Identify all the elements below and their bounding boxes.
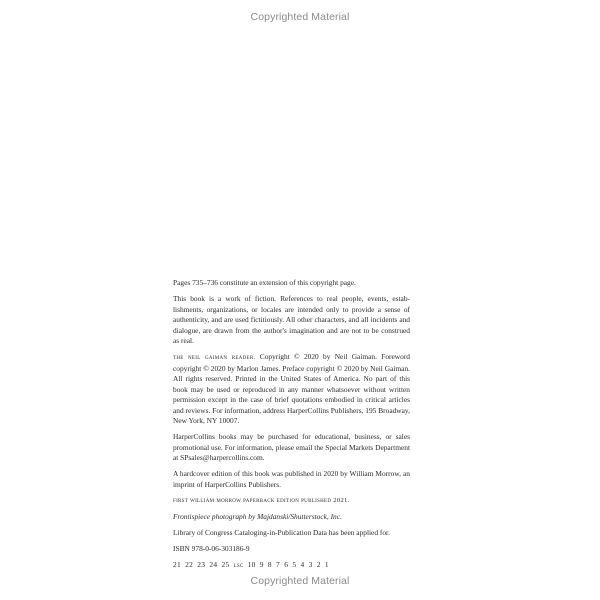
print-code: lsc <box>233 562 244 570</box>
copyright-page-block <box>173 278 410 577</box>
copyrighted-material-watermark-top: Copyrighted Material <box>250 11 350 23</box>
isbn: ISBN 978-0-06-303186-9 <box>173 544 250 554</box>
frontispiece-credit: Frontispiece photograph by Majdanski/Shutterstock, Inc. <box>173 512 342 522</box>
print-years: 21 22 23 24 25 <box>173 560 230 570</box>
loc-data-notice: Library of Congress Cataloging-in-Publication Data has been applied for. <box>173 528 390 538</box>
copyrighted-material-watermark-bottom: Copyrighted Material <box>250 575 350 587</box>
print-numbers: 10 9 8 7 6 5 4 3 2 1 <box>247 560 329 570</box>
printing-line <box>173 560 410 572</box>
extension-notice: Pages 735–736 constitute an extension of this copyright page. <box>173 278 356 287</box>
sales-notice: HarperCollins books may be purchased for educational, business, or sales promotional use. For information, please email the Special Markets Department at SPsales@harpercollins.com. <box>173 432 410 463</box>
book-title: the neil gaiman reader. <box>173 354 256 362</box>
first-edition-line: first william morrow paperback edition published 2021. <box>173 496 350 504</box>
copyright-rights-notice <box>173 352 410 427</box>
fiction-notice: This book is a work of fiction. References to real people, events, establishments, organizations, or locales are intended only to provide a sense of authenticity, and are used fictitiously. All other characters, and all incidents and dialogue, are drawn from the author's imagination and are not to be construed as real. <box>173 294 410 346</box>
hardcover-notice: A hardcover edition of this book was published in 2020 by William Morrow, an imprint of HarperCollins Publishers. <box>173 469 410 489</box>
rights-text: Copyright © 2020 by Neil Gaiman. Foreword copyright © 2020 by Marlon James. Preface copyright © 2020 by Neil Gaiman. All rights reserved. Printed in the United States of America. No part of this book may be used or reproduced in any manner whatsoever without written permission except in the case of brief quotations embodied in critical articles and reviews. For information, address HarperCollins Publishers, 195 Broadway, New York, NY 10007. <box>173 352 410 426</box>
